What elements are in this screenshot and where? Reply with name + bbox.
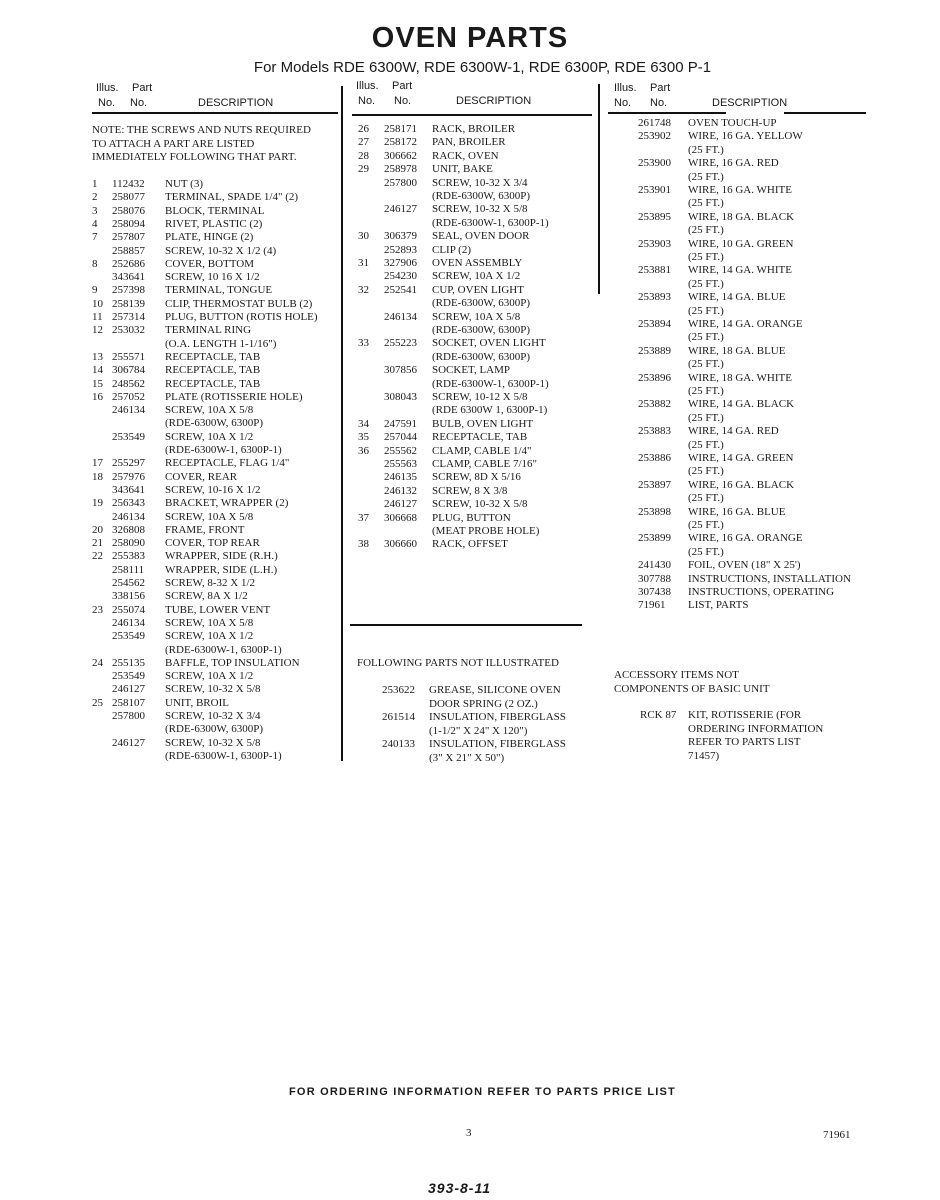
part-description: (25 FT.) <box>688 170 724 183</box>
part-number: 246134 <box>112 404 145 417</box>
part-number: 71961 <box>638 599 666 612</box>
part-number: 246127 <box>112 683 145 696</box>
part-description: TERMINAL, TONGUE <box>165 284 273 297</box>
illus-number: 26 <box>358 123 369 135</box>
part-description: (25 FT.) <box>688 304 724 317</box>
part-description: CLIP (2) <box>432 243 472 256</box>
header-no: No. <box>130 97 148 109</box>
part-description: CLAMP, CABLE 7/16" <box>432 458 538 470</box>
header-rule <box>784 112 866 114</box>
part-description: SCREW, 10A X 1/2 <box>165 430 254 443</box>
part-description: SOCKET, LAMP <box>432 364 511 377</box>
part-number: 253882 <box>638 398 671 411</box>
part-number: 308043 <box>384 391 417 403</box>
part-description: WIRE, 16 GA. RED <box>688 157 779 170</box>
header-part: Part <box>650 82 671 94</box>
page-title: OVEN PARTS <box>371 22 569 54</box>
part-number: 253902 <box>638 130 671 143</box>
part-number: 255563 <box>384 458 417 470</box>
part-description: (RDE-6300W, 6300P) <box>432 297 530 310</box>
column-divider <box>598 84 600 294</box>
part-description: RECEPTACLE, TAB <box>165 350 261 363</box>
part-description: SCREW, 10-32 X 5/8 <box>432 498 528 511</box>
part-number: 246135 <box>384 471 417 484</box>
part-number: 255135 <box>112 656 145 669</box>
part-description: (RDE-6300W-1, 6300P-1) <box>432 216 549 229</box>
part-number: 258094 <box>112 217 145 230</box>
part-description: KIT, ROTISSERIE (FOR <box>688 709 802 721</box>
part-number: 253549 <box>112 630 145 643</box>
part-description: WIRE, 18 GA. WHITE <box>688 371 792 384</box>
part-description: OVEN ASSEMBLY <box>432 257 523 269</box>
illus-number: 9 <box>92 284 98 297</box>
header-no: No. <box>394 95 412 107</box>
part-number: 306668 <box>384 511 417 524</box>
illus-number: 11 <box>92 311 103 323</box>
illus-number: 12 <box>92 324 103 337</box>
illus-number: 21 <box>92 537 103 550</box>
part-description: SEAL, OVEN DOOR <box>432 230 530 243</box>
illus-number: 32 <box>358 283 369 296</box>
part-description: CLIP, THERMOSTAT BULB (2) <box>165 297 313 310</box>
part-number: 253622 <box>382 684 415 696</box>
part-description: WRAPPER, SIDE (L.H.) <box>165 563 278 576</box>
part-description: (25 FT.) <box>688 411 724 424</box>
part-number: 258107 <box>112 696 145 709</box>
part-description: SCREW, 10A X 5/8 <box>432 310 521 323</box>
illus-number: 15 <box>92 377 103 390</box>
part-number: 112432 <box>112 178 145 190</box>
part-number: 258172 <box>384 136 417 149</box>
part-description: RACK, OFFSET <box>432 538 508 551</box>
part-description: UNIT, BAKE <box>432 163 493 176</box>
part-description: WIRE, 16 GA. BLUE <box>688 505 786 518</box>
part-number: 258077 <box>112 191 145 204</box>
part-number: 246134 <box>384 310 417 323</box>
part-description: CUP, OVEN LIGHT <box>432 283 524 296</box>
part-number: 306379 <box>384 230 417 243</box>
part-description: (25 FT.) <box>688 197 724 210</box>
part-number: 257807 <box>112 231 145 244</box>
part-description: SCREW, 10A X 1/2 <box>165 670 254 683</box>
part-description: INSTRUCTIONS, OPERATING <box>688 586 835 598</box>
part-description: SCREW, 10A X 1/2 <box>432 270 521 283</box>
part-number: 252541 <box>384 283 417 296</box>
part-number: 255571 <box>112 350 145 363</box>
part-number: 253903 <box>638 237 671 250</box>
part-description: SCREW, 8D X 5/16 <box>432 471 521 484</box>
part-number: 252686 <box>112 257 145 270</box>
part-number: 246132 <box>384 484 417 497</box>
part-description: WIRE, 14 GA. WHITE <box>688 264 792 277</box>
part-number: 326808 <box>112 523 145 536</box>
part-description: WIRE, 18 GA. BLACK <box>688 210 795 223</box>
part-description: WRAPPER, SIDE (R.H.) <box>165 550 278 563</box>
part-number: 246127 <box>112 736 145 749</box>
section-rule <box>350 624 582 626</box>
part-number: 253894 <box>638 318 671 330</box>
header-description: DESCRIPTION <box>198 97 274 109</box>
part-description: LIST, PARTS <box>688 599 749 612</box>
part-description: BAFFLE, TOP INSULATION <box>165 656 300 669</box>
part-number: 255383 <box>112 550 145 563</box>
part-description: PLUG, BUTTON (ROTIS HOLE) <box>165 311 318 323</box>
part-description: SCREW, 10-16 X 1/2 <box>165 483 261 496</box>
part-number: 240133 <box>382 738 415 750</box>
part-description: RECEPTACLE, TAB <box>432 431 528 444</box>
part-description: SCREW, 10A X 1/2 <box>165 630 254 643</box>
part-number: 253883 <box>638 425 671 438</box>
part-description: (25 FT.) <box>688 143 724 156</box>
part-description: PLUG, BUTTON <box>432 511 511 524</box>
part-description: TERMINAL RING <box>165 324 252 337</box>
header-rule <box>608 112 726 114</box>
illus-number: 27 <box>358 136 369 149</box>
part-number: 258857 <box>112 244 145 257</box>
part-description: BULB, OVEN LIGHT <box>432 417 534 430</box>
part-description: WIRE, 16 GA. WHITE <box>688 184 792 196</box>
models-subtitle: For Models RDE 6300W, RDE 6300W-1, RDE 6300P, RDE 6300 P-1 <box>253 59 712 76</box>
part-description: SCREW, 10-32 X 5/8 <box>165 736 261 749</box>
part-number: 253901 <box>638 184 671 196</box>
part-description: COVER, BOTTOM <box>165 257 255 270</box>
illus-number: 29 <box>358 163 369 176</box>
header-part: Part <box>132 82 153 94</box>
part-number: 258090 <box>112 537 145 550</box>
header-no: No. <box>650 97 668 109</box>
part-description: WIRE, 14 GA. BLACK <box>688 398 795 411</box>
part-description: PAN, BROILER <box>432 136 506 149</box>
part-description: (RDE-6300W, 6300P) <box>432 350 530 363</box>
part-description: (RDE-6300W, 6300P) <box>165 723 263 736</box>
part-description: FRAME, FRONT <box>165 523 245 536</box>
part-description: (RDE-6300W-1, 6300P-1) <box>165 444 282 456</box>
part-number: 253889 <box>638 344 671 357</box>
part-number: 253549 <box>112 430 145 443</box>
part-description: SCREW, 10A X 5/8 <box>165 616 254 629</box>
header-no: No. <box>358 95 376 107</box>
part-number: 257976 <box>112 470 145 483</box>
part-description: SCREW, 8-32 X 1/2 <box>165 577 256 589</box>
part-description: INSULATION, FIBERGLASS <box>429 711 566 723</box>
part-number: 343641 <box>112 271 145 284</box>
illus-number: 20 <box>92 523 103 536</box>
part-number: 253900 <box>638 157 671 170</box>
part-number: 261748 <box>638 117 671 129</box>
illus-number: 7 <box>92 231 98 244</box>
part-number: 241430 <box>638 559 671 572</box>
part-number: 253895 <box>638 210 671 223</box>
screws-note: NOTE: THE SCREWS AND NUTS REQUIRED TO ATTACH A PART ARE LISTED IMMEDIATELY FOLLOWING THAT PART. <box>92 124 311 163</box>
part-number: 252893 <box>384 243 417 256</box>
part-number: 253899 <box>638 532 671 545</box>
illus-number: 36 <box>358 444 369 457</box>
part-number: 338156 <box>112 590 145 603</box>
part-number: 306660 <box>384 538 417 551</box>
accessory-heading: ACCESSORY ITEMS NOT COMPONENTS OF BASIC UNIT <box>614 669 770 695</box>
part-description: WIRE, 10 GA. GREEN <box>688 237 794 250</box>
part-description: (25 FT.) <box>688 385 724 397</box>
part-description: UNIT, BROIL <box>165 696 229 709</box>
part-number: 256343 <box>112 497 145 510</box>
part-description: (RDE 6300W 1, 6300P-1) <box>432 404 548 417</box>
part-description: (25 FT.) <box>688 251 724 263</box>
part-description: COVER, TOP REAR <box>165 537 260 550</box>
part-number: 257800 <box>112 710 145 722</box>
part-number: 253549 <box>112 670 145 683</box>
part-description: DOOR SPRING (2 OZ.) <box>429 697 538 710</box>
part-number: 253886 <box>638 452 671 464</box>
part-description: (RDE-6300W, 6300P) <box>432 324 530 336</box>
part-description: SCREW, 10A X 5/8 <box>165 404 254 417</box>
part-description: RECEPTACLE, TAB <box>165 377 261 390</box>
part-description: (RDE-6300W-1, 6300P-1) <box>165 643 282 656</box>
part-description: (25 FT.) <box>688 492 724 505</box>
part-description: SOCKET, OVEN LIGHT <box>432 337 546 350</box>
part-number: 307788 <box>638 572 671 585</box>
header-no: No. <box>98 97 116 109</box>
part-description: SCREW, 10-32 X 3/4 <box>165 710 261 722</box>
part-description: COVER, REAR <box>165 470 238 483</box>
part-number: 258139 <box>112 297 145 310</box>
illus-number: 14 <box>92 364 103 377</box>
part-number: 258978 <box>384 163 417 176</box>
illus-number: 33 <box>358 337 369 350</box>
part-description: (RDE-6300W-1, 6300P-1) <box>165 749 282 762</box>
part-description: SCREW, 10-32 X 1/2 (4) <box>165 244 277 257</box>
illus-number: 34 <box>358 417 369 430</box>
not-illustrated-heading: FOLLOWING PARTS NOT ILLUSTRATED <box>357 657 559 669</box>
illus-number: 23 <box>92 603 103 616</box>
part-description: (1-1/2" X 24" X 120") <box>429 724 528 737</box>
part-description: 71457) <box>688 749 720 762</box>
part-description: OVEN TOUCH-UP <box>688 117 777 129</box>
part-description: RIVET, PLASTIC (2) <box>165 217 263 230</box>
part-description: PLATE, HINGE (2) <box>165 231 254 244</box>
part-description: RACK, OVEN <box>432 149 499 162</box>
illus-number: 4 <box>92 217 98 230</box>
part-description: SCREW, 10-32 X 5/8 <box>432 203 528 216</box>
part-description: TERMINAL, SPADE 1/4" (2) <box>165 191 299 204</box>
part-description: NUT (3) <box>165 178 203 190</box>
part-number: 255297 <box>112 457 145 470</box>
part-description: (RDE-6300W, 6300P) <box>432 190 530 202</box>
part-description: (O.A. LENGTH 1-1/16") <box>165 337 277 350</box>
part-description: (25 FT.) <box>688 358 724 371</box>
part-description: CLAMP, CABLE 1/4" <box>432 444 532 457</box>
illus-number: 38 <box>358 538 369 551</box>
illus-number: 19 <box>92 497 103 510</box>
part-description: WIRE, 16 GA. YELLOW <box>688 130 803 143</box>
part-description: SCREW, 10-32 X 3/4 <box>432 176 528 189</box>
header-no: No. <box>614 97 632 109</box>
part-description: SCREW, 10-12 X 5/8 <box>432 391 528 403</box>
part-number: 247591 <box>384 417 417 430</box>
part-description: BRACKET, WRAPPER (2) <box>165 497 289 510</box>
part-description: SCREW, 8 X 3/8 <box>432 484 508 497</box>
illus-number: 30 <box>358 230 369 243</box>
part-number: 257044 <box>384 431 417 444</box>
part-number: RCK 87 <box>640 709 677 721</box>
part-description: (RDE-6300W-1, 6300P-1) <box>432 377 549 390</box>
part-number: 258111 <box>112 563 145 576</box>
part-description: RACK, BROILER <box>432 123 516 135</box>
illus-number: 2 <box>92 191 98 204</box>
part-number: 255074 <box>112 603 145 616</box>
part-description: (RDE-6300W, 6300P) <box>165 417 263 430</box>
part-description: FOIL, OVEN (18" X 25') <box>688 559 801 572</box>
part-number: 253897 <box>638 478 671 491</box>
part-number: 257052 <box>112 390 145 403</box>
part-description: (25 FT.) <box>688 331 724 344</box>
part-description: RECEPTACLE, TAB <box>165 364 261 377</box>
header-rule <box>352 114 592 116</box>
illus-number: 24 <box>92 656 103 669</box>
part-description: INSTRUCTIONS, INSTALLATION <box>688 572 851 585</box>
part-description: WIRE, 14 GA. BLUE <box>688 291 786 304</box>
part-number: 306662 <box>384 149 417 162</box>
part-number: 246127 <box>384 498 417 511</box>
part-number: 255223 <box>384 337 417 350</box>
part-number: 253898 <box>638 505 671 518</box>
part-number: 253032 <box>112 324 145 337</box>
illus-number: 16 <box>92 390 103 403</box>
header-description: DESCRIPTION <box>456 95 532 107</box>
part-description: (25 FT.) <box>688 465 724 478</box>
part-description: REFER TO PARTS LIST <box>688 736 801 748</box>
part-number: 343641 <box>112 483 145 496</box>
illus-number: 13 <box>92 350 103 363</box>
part-description: (25 FT.) <box>688 545 724 558</box>
part-number: 254562 <box>112 577 145 589</box>
part-number: 255562 <box>384 444 417 457</box>
header-part: Part <box>392 80 413 92</box>
part-description: GREASE, SILICONE OVEN <box>429 684 561 696</box>
part-number: 246134 <box>112 510 145 523</box>
illus-number: 31 <box>358 257 369 269</box>
part-number: 254230 <box>384 270 417 283</box>
illus-number: 1 <box>92 178 98 190</box>
part-number: 253893 <box>638 291 671 304</box>
part-description: WIRE, 14 GA. ORANGE <box>688 318 803 330</box>
illus-number: 18 <box>92 470 103 483</box>
illus-number: 28 <box>358 149 369 162</box>
part-description: (MEAT PROBE HOLE) <box>432 525 540 537</box>
header-illus: Illus. <box>96 82 119 94</box>
part-number: 248562 <box>112 377 145 390</box>
part-description: SCREW, 10 16 X 1/2 <box>165 271 260 284</box>
part-number: 246127 <box>384 203 417 216</box>
part-description: INSULATION, FIBERGLASS <box>429 738 566 750</box>
part-number: 327906 <box>384 257 417 269</box>
part-number: 257800 <box>384 176 417 189</box>
part-number: 307438 <box>638 586 671 598</box>
part-number: 257314 <box>112 311 145 323</box>
part-number: 261514 <box>382 711 415 723</box>
part-description: (3" X 21" X 50") <box>429 751 505 764</box>
illus-number: 17 <box>92 457 103 470</box>
part-description: SCREW, 10A X 5/8 <box>165 510 254 523</box>
ordering-footer: FOR ORDERING INFORMATION REFER TO PARTS PRICE LIST <box>289 1086 676 1098</box>
part-number: 306784 <box>112 364 145 377</box>
part-description: BLOCK, TERMINAL <box>165 204 265 217</box>
illus-number: 37 <box>358 511 369 524</box>
page-number: 3 <box>466 1127 472 1139</box>
column-divider <box>341 86 343 761</box>
header-illus: Illus. <box>614 82 637 94</box>
header-illus: Illus. <box>356 80 379 92</box>
part-description: (25 FT.) <box>688 438 724 451</box>
document-number: 71961 <box>823 1129 851 1141</box>
handwritten-note: 393-8-11 <box>428 1180 492 1196</box>
part-number: 253896 <box>638 371 671 384</box>
illus-number: 8 <box>92 257 98 270</box>
part-number: 257398 <box>112 284 145 297</box>
illus-number: 22 <box>92 550 103 563</box>
illus-number: 25 <box>92 696 103 709</box>
illus-number: 10 <box>92 297 103 310</box>
part-description: WIRE, 16 GA. ORANGE <box>688 532 803 545</box>
illus-number: 3 <box>92 204 98 217</box>
part-number: 307856 <box>384 364 417 377</box>
part-description: WIRE, 14 GA. GREEN <box>688 452 794 464</box>
part-description: SCREW, 10-32 X 5/8 <box>165 683 261 696</box>
part-description: WIRE, 14 GA. RED <box>688 425 779 438</box>
part-description: SCREW, 8A X 1/2 <box>165 590 248 603</box>
part-description: (25 FT.) <box>688 277 724 290</box>
part-number: 258171 <box>384 123 417 135</box>
part-description: ORDERING INFORMATION <box>688 722 824 735</box>
part-description: (25 FT.) <box>688 519 724 531</box>
part-number: 258076 <box>112 204 145 217</box>
header-rule <box>92 112 338 114</box>
part-description: RECEPTACLE, FLAG 1/4" <box>165 457 290 470</box>
part-description: (25 FT.) <box>688 224 724 237</box>
header-description: DESCRIPTION <box>712 97 788 109</box>
part-number: 253881 <box>638 264 671 277</box>
part-description: PLATE (ROTISSERIE HOLE) <box>165 390 303 403</box>
part-description: WIRE, 16 GA. BLACK <box>688 478 795 491</box>
illus-number: 35 <box>358 431 369 444</box>
part-description: TUBE, LOWER VENT <box>165 603 271 616</box>
part-description: WIRE, 18 GA. BLUE <box>688 344 786 357</box>
part-number: 246134 <box>112 616 145 629</box>
